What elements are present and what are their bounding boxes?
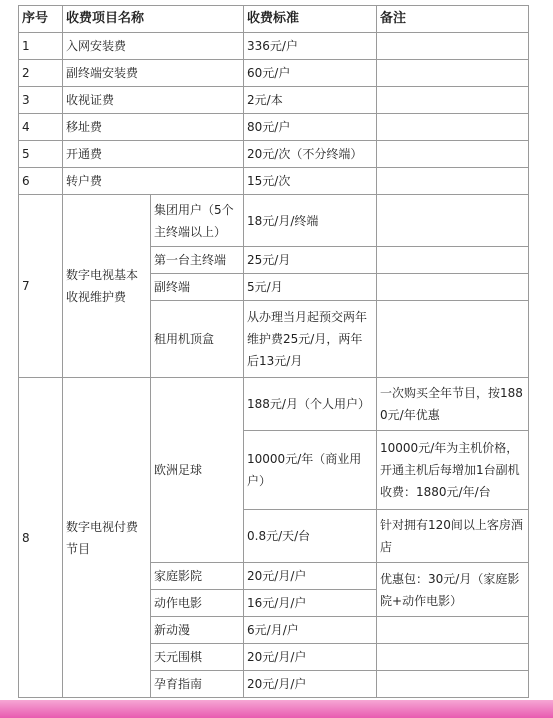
fee-table — [18, 5, 529, 698]
row-name: 副终端安装费 — [63, 60, 244, 87]
row-name: 收视证费 — [63, 87, 244, 114]
group8-sub: 新动漫 — [151, 617, 244, 644]
group7-note — [377, 274, 529, 301]
table-row — [19, 114, 529, 141]
group7-sub: 租用机顶盒 — [151, 301, 244, 378]
group7-fee: 从办理当月起预交两年维护费25元/月，两年后13元/月 — [244, 301, 377, 378]
group8-fee: 0.8元/天/台 — [244, 510, 377, 563]
row-note — [377, 33, 529, 60]
group8-fee: 6元/月/户 — [244, 617, 377, 644]
row-fee: 15元/次 — [244, 168, 377, 195]
row-fee: 2元/本 — [244, 87, 377, 114]
group8-fee: 20元/月/户 — [244, 563, 377, 590]
table-row — [19, 87, 529, 114]
row-no: 6 — [19, 168, 63, 195]
row-no: 5 — [19, 141, 63, 168]
header-no: 序号 — [19, 6, 63, 33]
group8-combo-note: 优惠包：30元/月（家庭影院+动作电影） — [377, 563, 529, 617]
window-bottom-bar — [0, 700, 553, 718]
header-fee: 收费标准 — [244, 6, 377, 33]
group8-football: 欧洲足球 — [151, 378, 244, 563]
row-name: 移址费 — [63, 114, 244, 141]
group7-note — [377, 195, 529, 247]
group7-note — [377, 247, 529, 274]
group7-no: 7 — [19, 195, 63, 378]
row-fee: 20元/次（不分终端） — [244, 141, 377, 168]
group8-fee: 16元/月/户 — [244, 590, 377, 617]
group8-note: 10000元/年为主机价格，开通主机后每增加1台副机收费：1880元/年/台 — [377, 431, 529, 510]
group8-sub: 孕育指南 — [151, 671, 244, 698]
row-note — [377, 87, 529, 114]
table-row — [19, 33, 529, 60]
row-no: 2 — [19, 60, 63, 87]
row-note — [377, 114, 529, 141]
table-header-row — [19, 6, 529, 33]
row-no: 1 — [19, 33, 63, 60]
group8-note — [377, 644, 529, 671]
table-row — [19, 60, 529, 87]
row-name: 转户费 — [63, 168, 244, 195]
row-name: 开通费 — [63, 141, 244, 168]
group7-fee: 25元/月 — [244, 247, 377, 274]
group8-note: 针对拥有120间以上客房酒店 — [377, 510, 529, 563]
group7-name: 数字电视基本收视维护费 — [63, 195, 151, 378]
group8-note — [377, 617, 529, 644]
row-name: 入网安装费 — [63, 33, 244, 60]
row-note — [377, 168, 529, 195]
group7-sub: 副终端 — [151, 274, 244, 301]
group8-sub: 天元围棋 — [151, 644, 244, 671]
group7-sub: 第一台主终端 — [151, 247, 244, 274]
group8-sub: 动作电影 — [151, 590, 244, 617]
group8-note: 一次购买全年节目，按1880元/年优惠 — [377, 378, 529, 431]
group8-note — [377, 671, 529, 698]
group8-sub: 家庭影院 — [151, 563, 244, 590]
row-note — [377, 60, 529, 87]
row-fee: 60元/户 — [244, 60, 377, 87]
group8-fee: 188元/月（个人用户） — [244, 378, 377, 431]
group8-fee: 10000元/年（商业用户） — [244, 431, 377, 510]
header-note: 备注 — [377, 6, 529, 33]
header-item-name: 收费项目名称 — [63, 6, 244, 33]
row-note — [377, 141, 529, 168]
group8-no: 8 — [19, 378, 63, 698]
table-row — [19, 195, 529, 247]
row-fee: 336元/户 — [244, 33, 377, 60]
group8-fee: 20元/月/户 — [244, 644, 377, 671]
table-row — [19, 168, 529, 195]
group7-note — [377, 301, 529, 378]
table-row — [19, 378, 529, 431]
row-no: 3 — [19, 87, 63, 114]
group7-sub: 集团用户（5个主终端以上） — [151, 195, 244, 247]
row-no: 4 — [19, 114, 63, 141]
row-fee: 80元/户 — [244, 114, 377, 141]
group7-fee: 18元/月/终端 — [244, 195, 377, 247]
group8-name: 数字电视付费节目 — [63, 378, 151, 698]
group8-fee: 20元/月/户 — [244, 671, 377, 698]
table-row — [19, 141, 529, 168]
group7-fee: 5元/月 — [244, 274, 377, 301]
